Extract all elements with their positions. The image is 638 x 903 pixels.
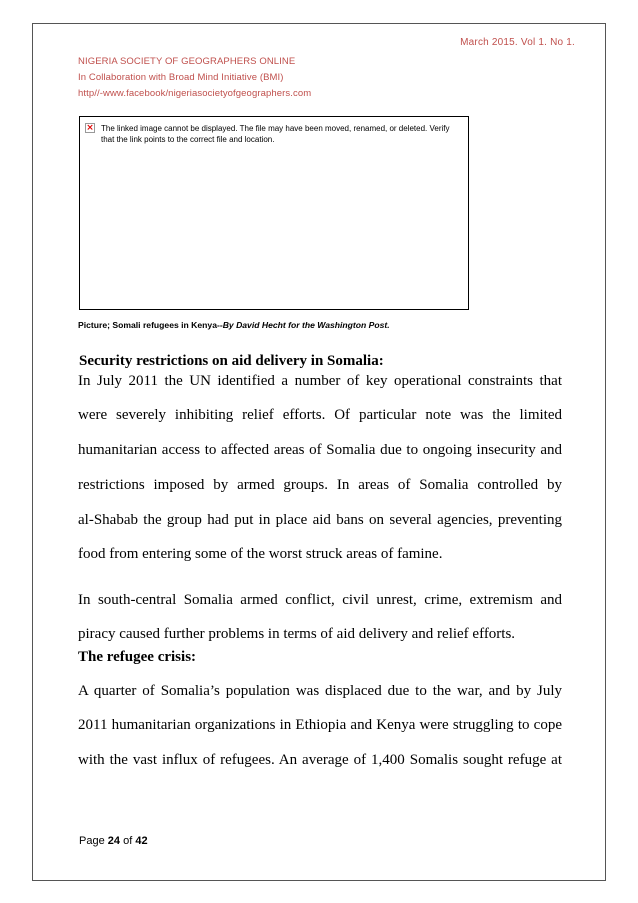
page-number: 24 xyxy=(107,835,121,847)
page-footer xyxy=(79,835,148,847)
society-name: NIGERIA SOCIETY OF GEOGRAPHERS ONLINE xyxy=(78,56,296,67)
facebook-link[interactable]: http//-www.facebook/nigeriasocietyofgeographers.com xyxy=(78,88,312,99)
broken-image-icon: × xyxy=(86,123,94,133)
broken-image-placeholder xyxy=(79,116,469,310)
journal-issue: March 2015. Vol 1. No 1. xyxy=(460,37,575,48)
paragraph-line: piracy caused further problems in terms of aid delivery and relief efforts. xyxy=(78,626,516,642)
caption-credit: By David Hecht for the Washington Post. xyxy=(222,320,390,330)
paragraph-line: 2011 humanitarian organizations in Ethiopia and Kenya were struggling to cope xyxy=(78,717,562,733)
paragraph-line: al-Shabab the group had put in place aid bans on several agencies, preventing xyxy=(78,512,562,528)
section-heading-refugee: The refugee crisis: xyxy=(78,649,197,665)
caption-label: Picture; Somali refugees in Kenya-- xyxy=(78,320,223,330)
paragraph-line: A quarter of Somalia’s population was displaced due to the war, and by July xyxy=(78,683,562,699)
paragraph-line: In July 2011 the UN identified a number of key operational constraints that xyxy=(78,373,562,389)
page-word: Page xyxy=(79,835,105,847)
journal-header xyxy=(78,54,311,102)
section-heading-security: Security restrictions on aid delivery in Somalia: xyxy=(79,353,384,369)
paragraph-line: humanitarian access to affected areas of Somalia due to ongoing insecurity and xyxy=(78,442,562,458)
paragraph-line: food from entering some of the worst struck areas of famine. xyxy=(78,546,443,562)
image-error-message: The linked image cannot be displayed. The file may have been moved, renamed, or deleted. Verify that the link points to the correct file and location. xyxy=(101,124,450,144)
paragraph-line: were severely inhibiting relief efforts. Of particular note was the limited xyxy=(78,407,562,423)
paragraph-line: restrictions imposed by armed groups. In areas of Somalia controlled by xyxy=(78,477,562,493)
collaboration-line: In Collaboration with Broad Mind Initiative (BMI) xyxy=(78,72,284,83)
page-total: 42 xyxy=(135,835,148,847)
of-word: of xyxy=(123,835,133,847)
paragraph-line: with the vast influx of refugees. An average of 1,400 Somalis sought refuge at xyxy=(78,752,562,768)
paragraph-line: In south-central Somalia armed conflict, civil unrest, crime, extremism and xyxy=(78,592,562,608)
picture-caption xyxy=(78,320,390,330)
